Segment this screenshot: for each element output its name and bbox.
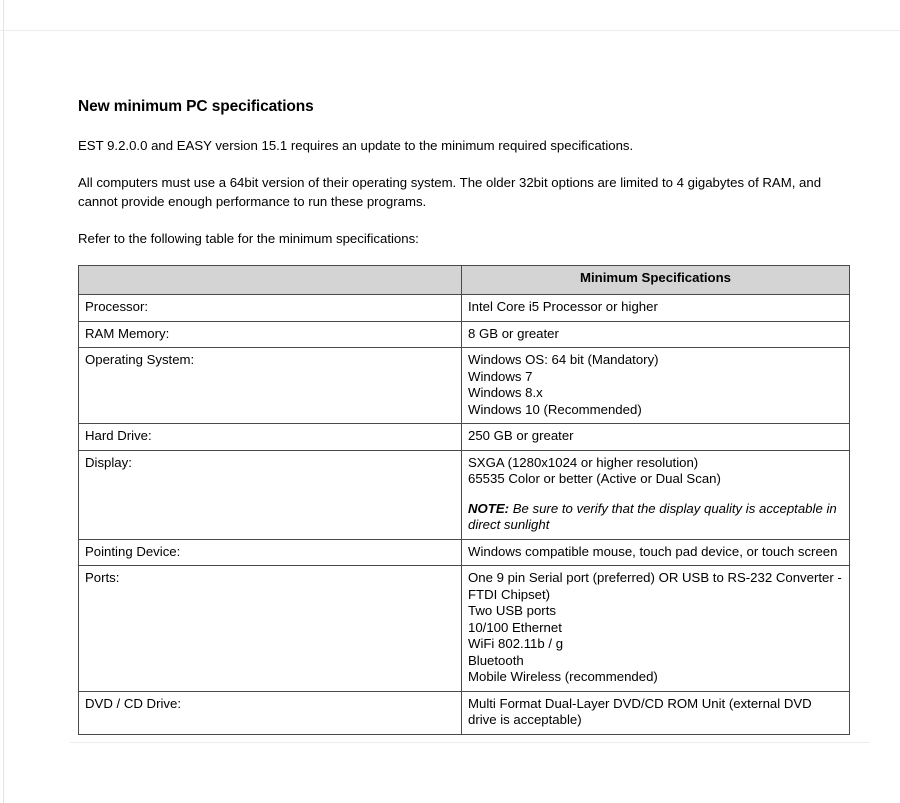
- value-line: Intel Core i5 Processor or higher: [468, 299, 658, 315]
- row-label-ram-memory: RAM Memory:: [79, 321, 462, 348]
- intro-paragraph-2: All computers must use a 64bit version of their operating system. The older 32bit options are limited to 4 gigabytes of RAM, and cannot provide enough performance to run these programs.: [78, 174, 822, 210]
- table-head: [79, 266, 850, 295]
- document-content: [78, 98, 850, 735]
- value-line: 8 GB or greater: [468, 325, 559, 341]
- value-lines: [468, 570, 846, 686]
- column-header-component: [79, 266, 462, 295]
- row-label-processor: Processor:: [79, 295, 462, 322]
- value-line: Windows 8.x: [468, 385, 543, 401]
- table-row: [79, 539, 850, 566]
- row-value-ports: [462, 566, 850, 692]
- note-text: Be sure to verify that the display quality is acceptable in direct sunlight: [468, 500, 837, 533]
- value-line: Windows OS: 64 bit (Mandatory): [468, 352, 659, 368]
- value-lines: [468, 326, 843, 343]
- row-value-dvd-cd-drive: [462, 691, 850, 734]
- intro-paragraph-1: EST 9.2.0.0 and EASY version 15.1 requires an update to the minimum required specifications.: [78, 137, 634, 153]
- table-row: [79, 348, 850, 424]
- table-row: [79, 424, 850, 451]
- value-lines: [468, 299, 843, 316]
- value-line: 10/100 Ethernet: [468, 619, 562, 635]
- value-line: 250 GB or greater: [468, 428, 574, 444]
- value-line: Multi Format Dual-Layer DVD/CD ROM Unit (external DVD drive is acceptable): [468, 695, 816, 728]
- row-label-dvd-cd-drive: DVD / CD Drive:: [79, 691, 462, 734]
- value-line: Two USB ports: [468, 603, 556, 619]
- table-body: [79, 295, 850, 735]
- value-line: SXGA (1280x1024 or higher resolution): [468, 454, 699, 470]
- row-label-pointing-device: Pointing Device:: [79, 539, 462, 566]
- row-value-display: [462, 450, 850, 539]
- page-edge-top-rule: [0, 30, 900, 31]
- table-row: [79, 566, 850, 692]
- row-value-operating-system: [462, 348, 850, 424]
- value-lines: [468, 428, 843, 445]
- minimum-specifications-table: [78, 265, 850, 735]
- table-header-row: [79, 266, 850, 295]
- value-lines: [468, 455, 843, 488]
- value-line: Windows 7: [468, 368, 533, 384]
- column-header-minimum-specifications: Minimum Specifications: [462, 266, 850, 295]
- table-row: [79, 321, 850, 348]
- page-edge-left-rule: [3, 0, 4, 803]
- row-value-processor: [462, 295, 850, 322]
- row-value-hard-drive: [462, 424, 850, 451]
- value-line: WiFi 802.11b / g: [468, 636, 564, 652]
- table-row: [79, 450, 850, 539]
- value-line: 65535 Color or better (Active or Dual Scan): [468, 471, 721, 487]
- value-line: One 9 pin Serial port (preferred) OR USB to RS-232 Converter - FTDI Chipset): [468, 570, 846, 602]
- value-line: Windows 10 (Recommended): [468, 401, 642, 417]
- table-row: [79, 691, 850, 734]
- value-lines: [468, 544, 843, 561]
- row-label-hard-drive: Hard Drive:: [79, 424, 462, 451]
- value-lines: [468, 696, 843, 729]
- row-label-ports: Ports:: [79, 566, 462, 692]
- row-label-display: Display:: [79, 450, 462, 539]
- value-line: Windows compatible mouse, touch pad device, or touch screen: [468, 543, 838, 559]
- value-lines: [468, 352, 843, 418]
- value-spacer: [468, 488, 843, 501]
- display-note: [468, 501, 843, 534]
- table-row: [79, 295, 850, 322]
- value-line: Mobile Wireless (recommended): [468, 669, 658, 685]
- row-label-operating-system: Operating System:: [79, 348, 462, 424]
- row-value-pointing-device: [462, 539, 850, 566]
- intro-paragraph-3: Refer to the following table for the minimum specifications:: [78, 231, 419, 247]
- page-title: New minimum PC specifications: [78, 98, 314, 115]
- value-line: Bluetooth: [468, 652, 524, 668]
- row-value-ram-memory: [462, 321, 850, 348]
- note-label: NOTE:: [468, 500, 510, 516]
- page-edge-bottom-rule: [70, 742, 870, 743]
